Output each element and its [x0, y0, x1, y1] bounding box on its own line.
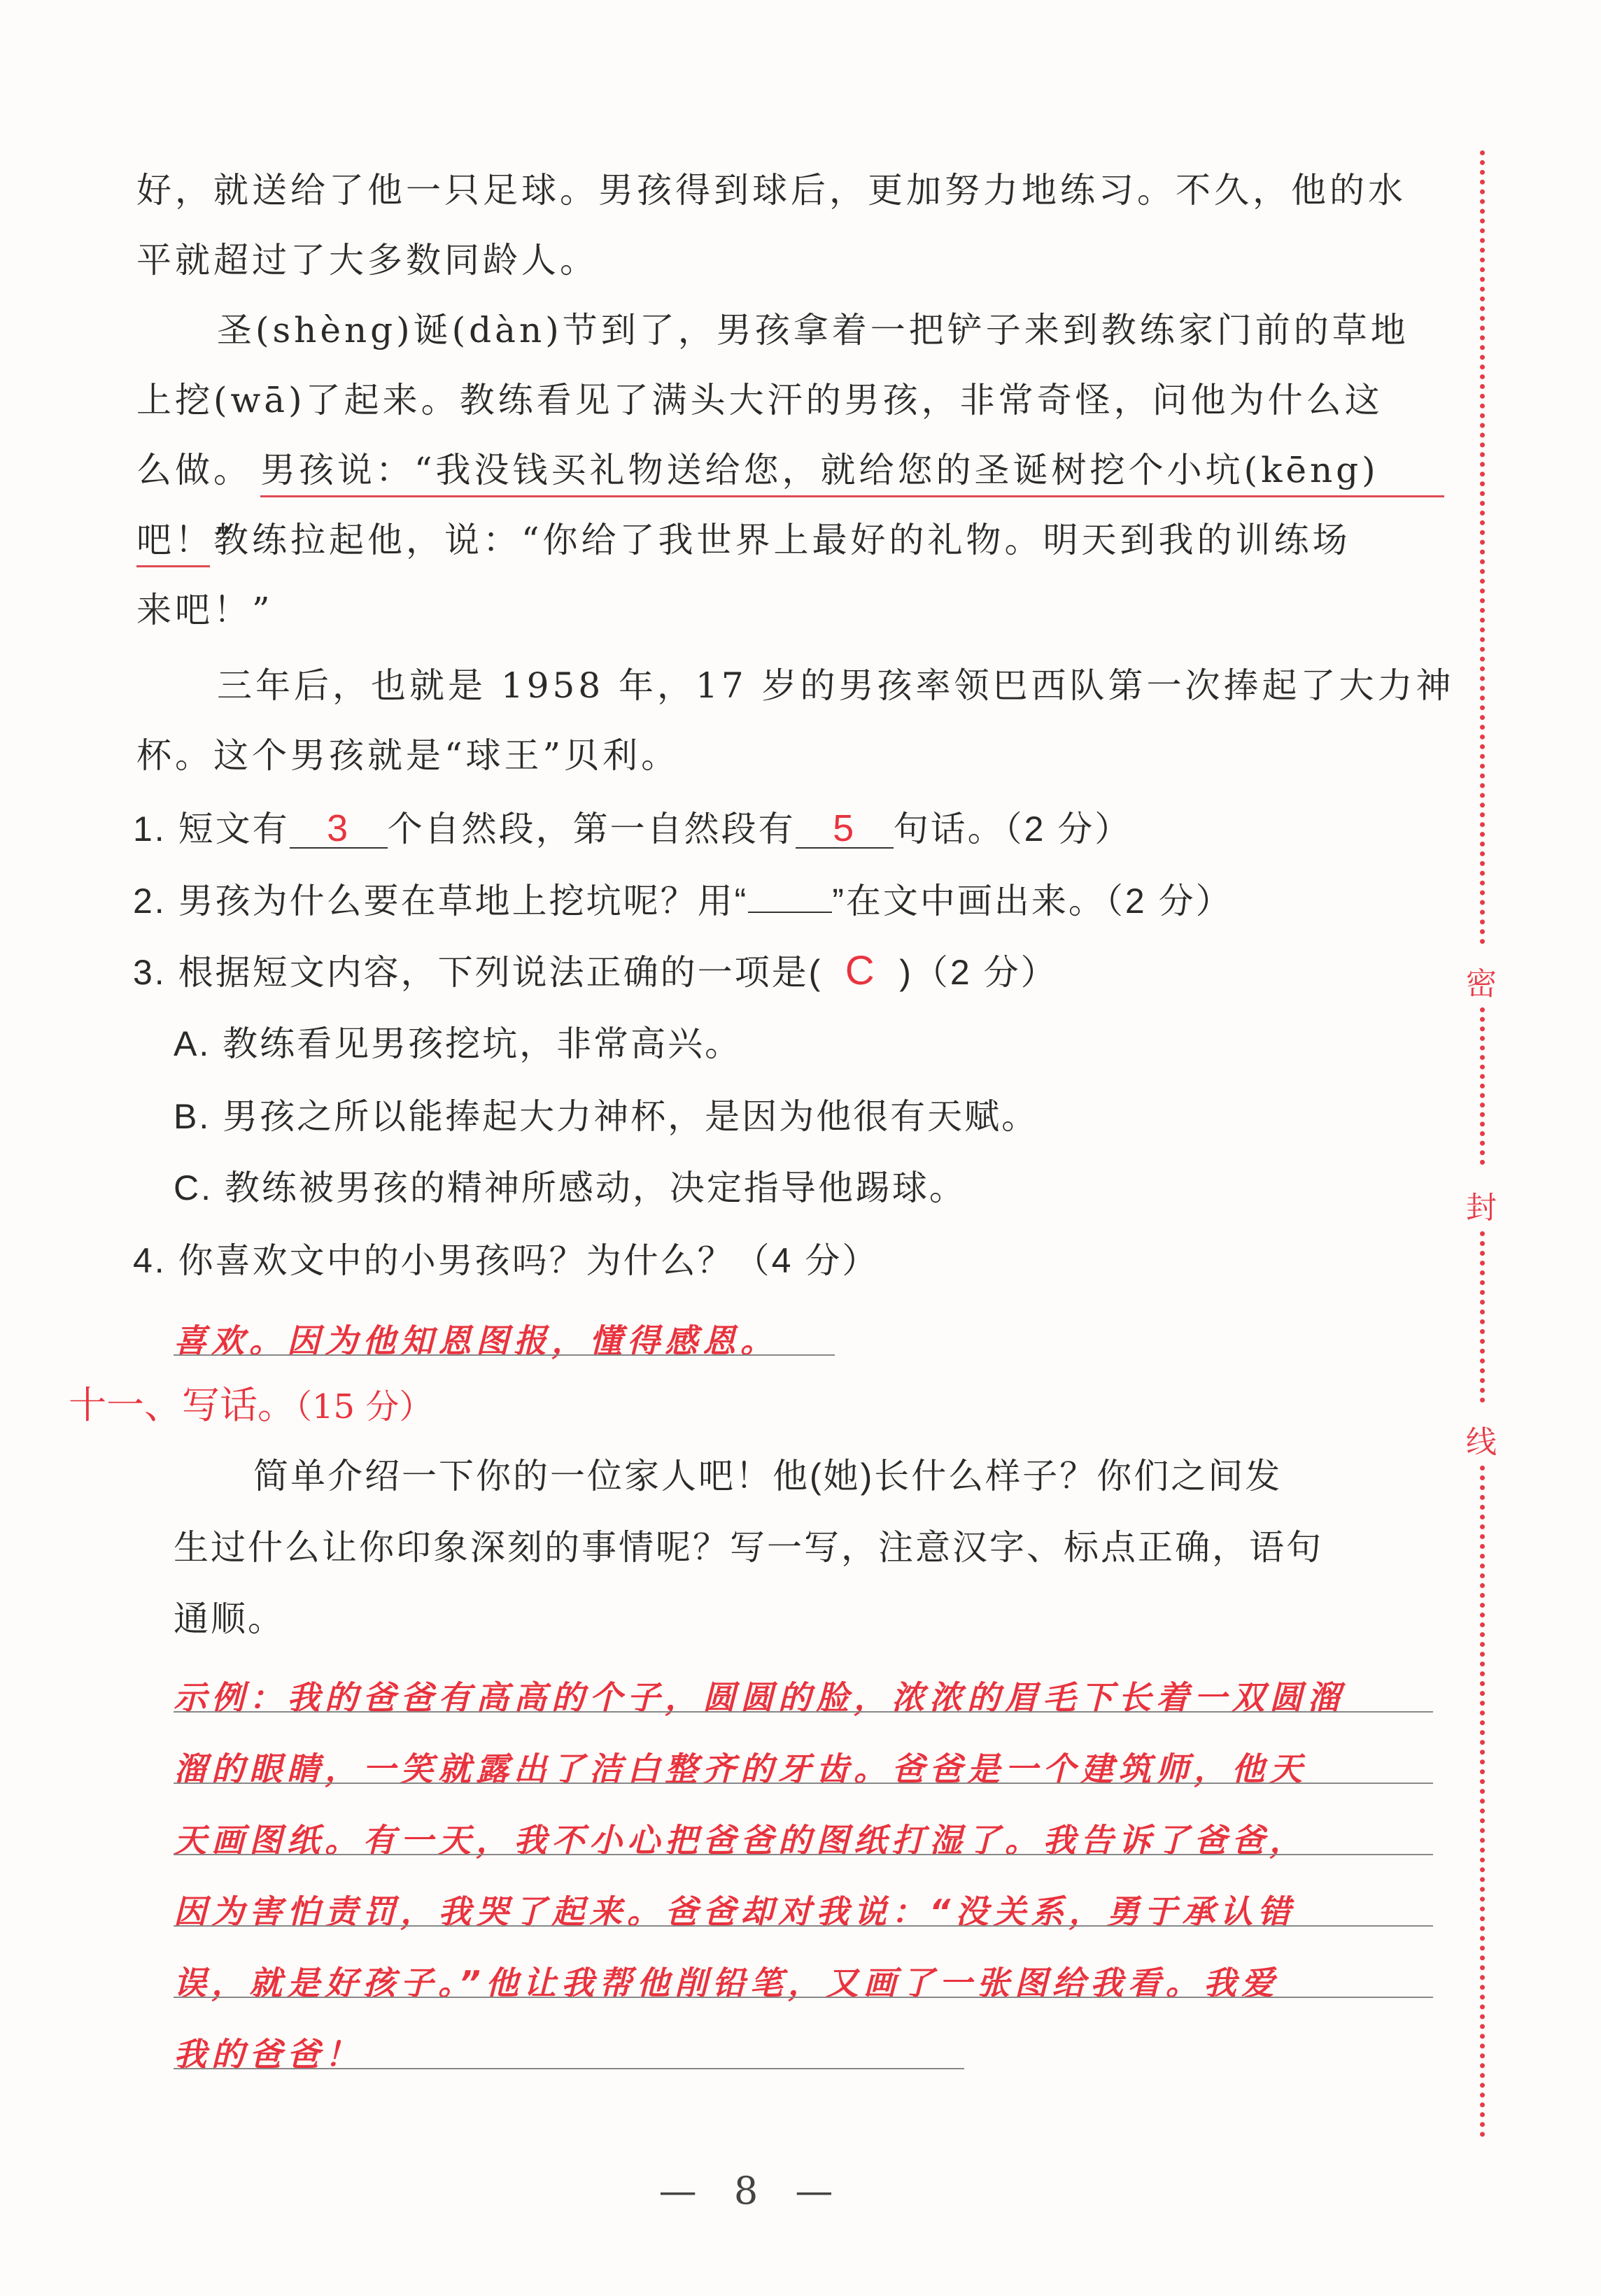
question-2: 2. 男孩为什么要在草地上挖坑呢？用“ ”在文中画出来。（2 分）	[133, 873, 1233, 923]
writing-answer-line-3: 天画图纸。有一天，我不小心把爸爸的图纸打湿了。我告诉了爸爸，	[174, 1822, 1307, 1860]
seal-char-mi: 密	[1466, 966, 1497, 1002]
question-3-answer[interactable]: C	[845, 948, 877, 993]
writing-answer-line-6: 我的爸爸！	[174, 2036, 362, 2074]
writing-answer-line-4: 因为害怕责罚，我哭了起来。爸爸却对我说：“没关系，勇于承认错	[174, 1893, 1296, 1932]
writing-answer-line-2: 溜的眼睛，一笑就露出了洁白整齐的牙齿。爸爸是一个建筑师，他天	[174, 1750, 1307, 1789]
answer-line	[174, 1925, 1433, 1927]
passage-underlined-sentence-a: 男孩说：“我没钱买礼物送给您，就给您的圣诞树挖个小坑(kēng)	[260, 450, 1379, 490]
seal-char-feng: 封	[1466, 1190, 1497, 1226]
passage-line-9: 三年后，也就是 1958 年，17 岁的男孩率领巴西队第一次捧起了大力神	[217, 665, 1455, 706]
writing-answer-line-5: 误，就是好孩子。”他让我帮他削铅笔，又画了一张图给我看。我爱	[174, 1964, 1279, 2003]
question-4: 4. 你喜欢文中的小男孩吗？为什么？（4 分）	[133, 1241, 880, 1280]
passage-line-4: 上挖(wā)了起来。教练看见了满头大汗的男孩，非常奇怪，问他为什么这	[136, 380, 1383, 420]
seal-dotted-line-mid1	[1480, 1007, 1485, 1165]
seal-dotted-line-top	[1480, 150, 1485, 944]
passage-line-10: 杯。这个男孩就是“球王”贝利。	[136, 735, 680, 776]
passage-line-1: 好，就送给了他一只足球。男孩得到球后，更加努力地练习。不久，他的水	[136, 170, 1406, 211]
answer-line	[174, 1854, 1433, 1855]
passage-line-2: 平就超过了大多数同龄人。	[136, 240, 598, 281]
seal-dotted-line-bottom	[1480, 1466, 1485, 2137]
writing-answer-line-1: 示例：我的爸爸有高高的个子，圆圆的脸，浓浓的眉毛下长着一双圆溜	[174, 1679, 1345, 1717]
writing-prompt-line-2: 生过什么让你印象深刻的事情呢？写一写，注意汉字、标点正确，语句	[174, 1528, 1323, 1567]
passage-line-5: 么做。	[136, 450, 252, 490]
seal-char-xian: 线	[1466, 1424, 1497, 1460]
question-1: 1. 短文有 3 个自然段，第一自然段有 5 句话。（2 分）	[133, 807, 1132, 849]
answer-line	[174, 1783, 1433, 1784]
underline-symbol-blank	[748, 877, 832, 913]
underline-mark-1	[260, 495, 1444, 497]
answer-blank-2[interactable]: 5	[796, 809, 894, 849]
passage-line-8: 来吧！”	[136, 590, 274, 630]
page-number: — 8 —	[658, 2169, 846, 2213]
section-11-title: 十一、写话。（15 分）	[69, 1383, 433, 1427]
question-3: 3. 根据短文内容，下列说法正确的一项是( C )（2 分）	[133, 948, 1058, 993]
option-a: A. 教练看见男孩挖坑，非常高兴。	[174, 1024, 742, 1063]
answer-line	[174, 2068, 964, 2069]
passage-underlined-sentence-b: 吧！”	[136, 520, 235, 560]
passage-line-3: 圣(shèng)诞(dàn)节到了，男孩拿着一把铲子来到教练家门前的草地	[217, 310, 1409, 350]
option-c: C. 教练被男孩的精神所感动，决定指导他踢球。	[174, 1168, 966, 1207]
answer-blank-1[interactable]: 3	[290, 809, 388, 849]
question-4-answer: 喜欢。因为他知恩图报，懂得感恩。	[174, 1322, 778, 1361]
answer-line	[174, 1997, 1433, 1998]
option-b: B. 男孩之所以能捧起大力神杯，是因为他很有天赋。	[174, 1097, 1039, 1136]
answer-line	[174, 1711, 1433, 1713]
seal-dotted-line-mid2	[1480, 1231, 1485, 1403]
writing-prompt-line-3: 通顺。	[174, 1599, 285, 1638]
answer-line-q4	[174, 1354, 835, 1356]
passage-line-7: 教练拉起他，说：“你给了我世界上最好的礼物。明天到我的训练场	[213, 520, 1351, 560]
underline-mark-2	[136, 565, 210, 567]
writing-prompt-line-1: 简单介绍一下你的一位家人吧！他(她)长什么样子？你们之间发	[253, 1457, 1283, 1496]
